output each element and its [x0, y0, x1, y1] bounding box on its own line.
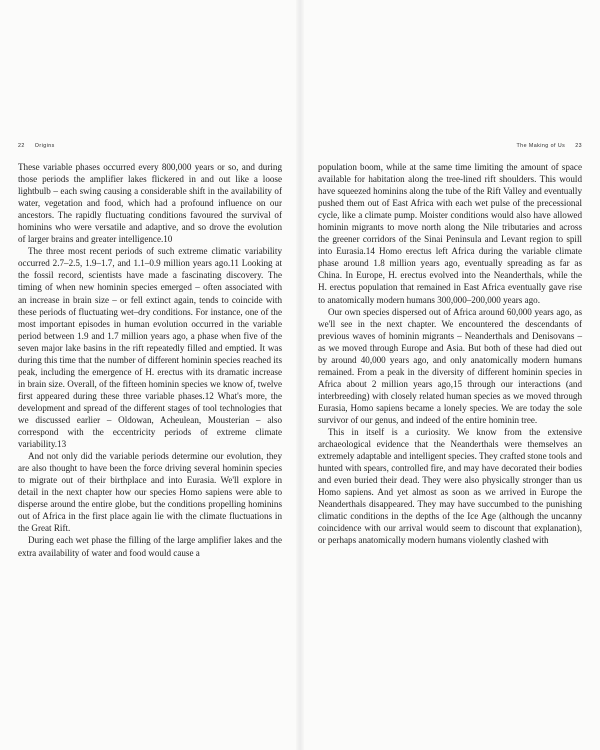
right-running-title: The Making of Us — [516, 143, 566, 149]
left-paragraph-3: And not only did the variable periods determine our evolution, they are also thought to have been the force driving several hominin species to migrate out of their birthplace and into Eurasia. We'll explore in detail in the next chapter how our species Homo sapiens were able to disperse around the entire globe, but the conditions propelling hominins out of Africa in the first place again lie with the climate fluctuations in the Great Rift. — [18, 451, 282, 534]
left-paragraph-1: These variable phases occurred every 800,000 years or so, and during those periods the amplifier lakes flickered in and out like a loose lightbulb – each swing causing a considerable shift in the availability of water, vegetation and food, which had a profound influence on our ancestors. The rapidly fluctuating conditions favoured the survival of hominins who were versatile and adaptive, and so drove the evolution of larger brains and greater intelligence.10 — [18, 162, 282, 245]
left-running-title: Origins — [34, 143, 55, 149]
right-page — [318, 143, 582, 547]
left-page-number: 22 — [18, 143, 25, 149]
left-paragraph-2: The three most recent periods of such extreme climatic variability occurred 2.7–2.5, 1.9–1.7, and 1.1–0.9 million years ago.11 Looking at the fossil record, scientists have made a fascinating discovery. The timing of when new hominin species emerged – often associated with an increase in brain size – or fell extinct again, tends to coincide with these periods of fluctuating wet–dry conditions. For instance, one of the most important episodes in human evolution occurred in the variable period between 1.9 and 1.7 million years ago, a phase when five of the seven major lake basins in the rift repeatedly filled and emptied. It was during this time that the number of different hominin species reached its peak, including the emergence of H. erectus with its dramatic increase in brain size. Overall, of the fifteen hominin species we know of, twelve first appeared during these three variable phases.12 What's more, the development and spread of the different stages of tool technologies that we discussed earlier – Oldowan, Acheulean, Mousterian – also correspond with the eccentricity periods of extreme climate variability.13 — [18, 246, 282, 450]
left-page-body — [18, 161, 282, 559]
right-paragraph-1: population boom, while at the same time limiting the amount of space available for habitation along the tree-lined rift shoulders. This would have squeezed hominins along the tube of the Rift Valley and eventually pushed them out of East Africa with each wet pulse of the precessional cycle, like a climate pump. Moister conditions would also have allowed hominin migrants to move north along the Nile tributaries and across the greener corridors of the Sinai Peninsula and Levant region to spill into Eurasia.14 Homo erectus left Africa during the variable climate phase around 1.8 million years ago, eventually spreading as far as China. In Europe, H. erectus evolved into the Neanderthals, while the H. erectus population that remained in East Africa eventually gave rise to anatomically modern humans 300,000–200,000 years ago. — [318, 162, 582, 305]
right-running-head — [318, 143, 582, 150]
left-running-head — [18, 143, 282, 150]
left-page — [18, 143, 282, 559]
right-page-number: 23 — [575, 143, 582, 149]
right-page-body — [318, 161, 582, 547]
right-paragraph-2: Our own species dispersed out of Africa around 60,000 years ago, as we'll see in the next chapter. We encountered the descendants of previous waves of hominin migrants – Neanderthals and Denisovans – as we moved through Europe and Asia. But both of these had died out by around 40,000 years ago, and only anatomically modern humans remained. From a peak in the diversity of different hominin species in Africa about 2 million years ago,15 through our interactions (and interbreeding) with closely related human species as we moved through Eurasia, Homo sapiens became a lonely species. We are today the sole survivor of our genus, and indeed of the entire hominin tree. — [318, 306, 582, 425]
left-paragraph-4: During each wet phase the filling of the large amplifier lakes and the extra availability of water and food would cause a — [18, 535, 282, 558]
right-paragraph-3: This in itself is a curiosity. We know from the extensive archaeological evidence that the Neanderthals were themselves an extremely adaptable and intelligent species. They crafted stone tools and hunted with spears, controlled fire, and may have decorated their bodies and even buried their dead. They were also physically stronger than us Homo sapiens. And yet almost as soon as we arrived in Europe the Neanderthals disappeared. They may have succumbed to the punishing climatic conditions in the depths of the Ice Age (although the uncanny coincidence with our arrival would seem to discount that explanation), or perhaps anatomically modern humans violently clashed with — [318, 427, 582, 546]
book-gutter — [296, 0, 304, 750]
